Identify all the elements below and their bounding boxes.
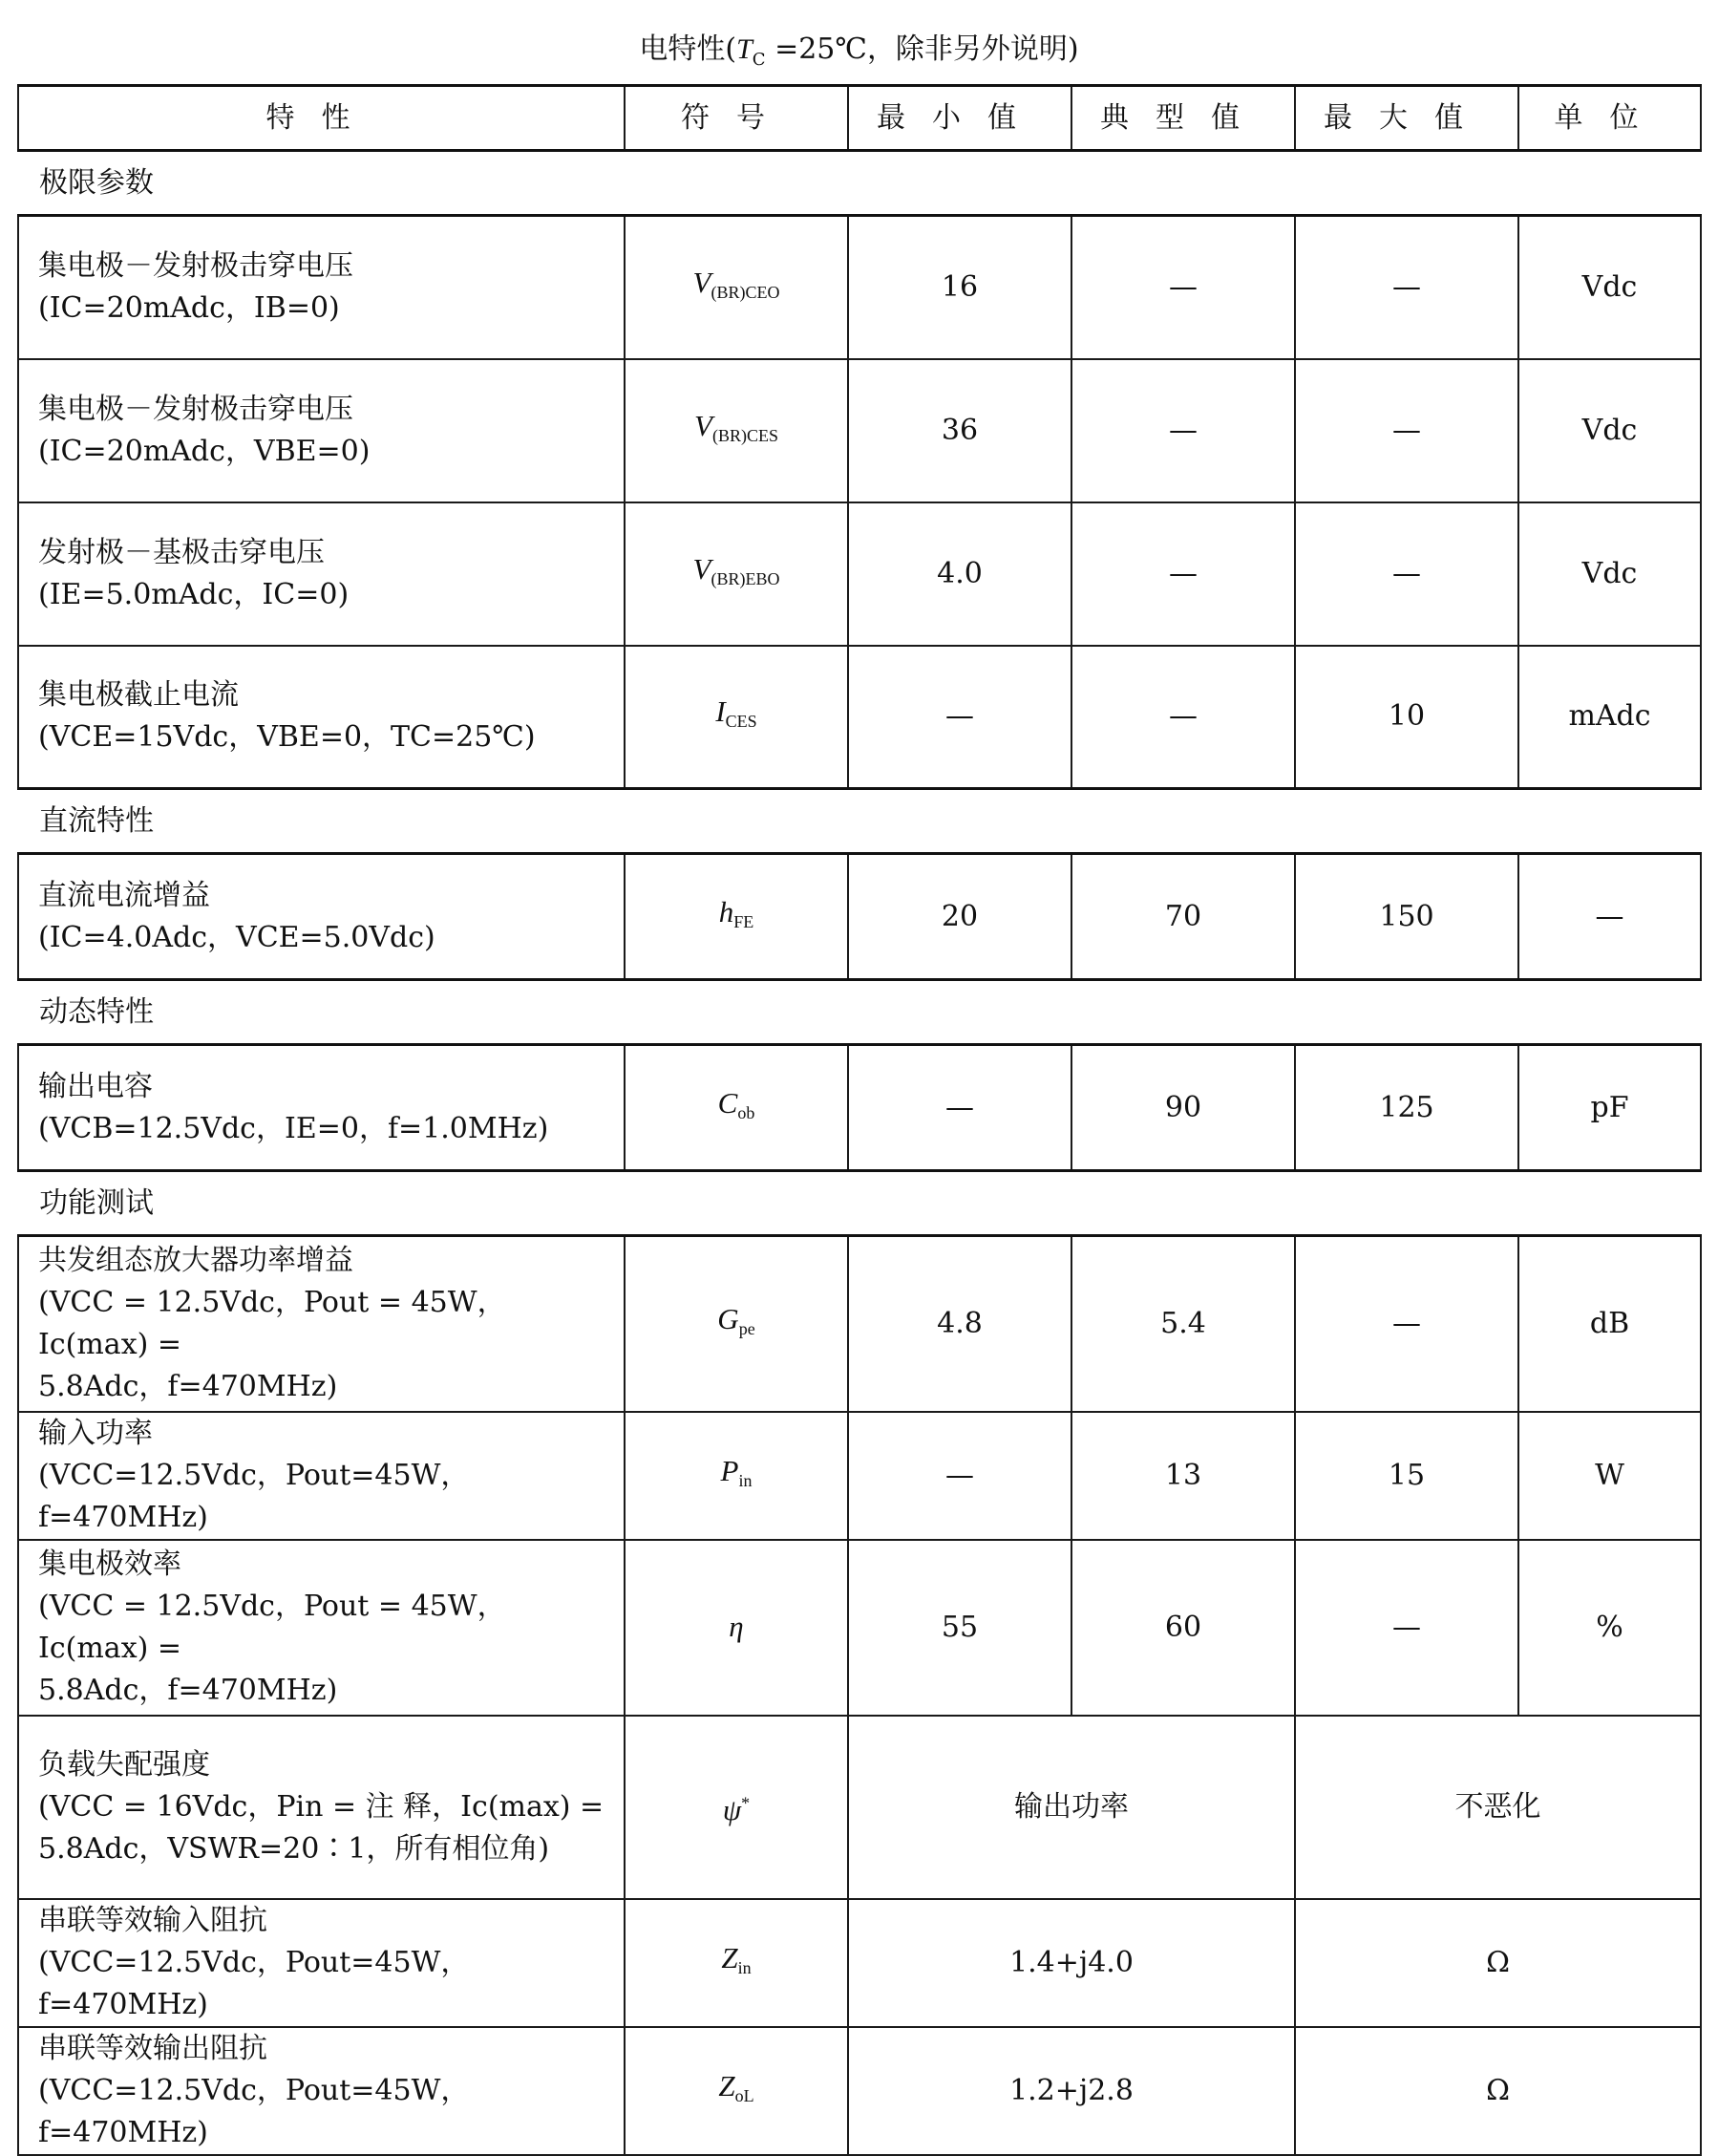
min-value: 16 <box>848 216 1071 359</box>
characteristic-cell <box>18 1716 625 1899</box>
table-row <box>18 1045 1701 1171</box>
max-value: — <box>1295 216 1518 359</box>
table-row <box>18 1716 1701 1899</box>
characteristic-cell <box>18 1899 625 2027</box>
unit-value: Vdc <box>1518 502 1701 646</box>
symbol-cell <box>625 502 848 646</box>
test-condition: (VCC = 12.5Vdc，Pout = 45W，Ic(max) = <box>38 1589 506 1665</box>
characteristic-name: 集电极效率 <box>38 1547 181 1581</box>
symbol-letter: V <box>692 551 711 586</box>
caption-tc-subscript: C <box>752 50 766 70</box>
characteristic-name: 串联等效输入阻抗 <box>38 1903 267 1937</box>
section-title: 功能测试 <box>18 1171 1701 1236</box>
merged-value-right: Ω <box>1295 2027 1701 2155</box>
symbol-cell <box>625 359 848 502</box>
merged-value-left: 1.2+j2.8 <box>848 2027 1295 2155</box>
merged-value-left: 1.4+j4.0 <box>848 1899 1295 2027</box>
symbol-subscript: pe <box>738 1318 755 1338</box>
test-condition: (VCC = 16Vdc，Pin = 注 释，Ic(max) = <box>38 1789 604 1824</box>
characteristic-name: 直流电流增益 <box>38 878 210 912</box>
symbol-letter: V <box>692 265 711 299</box>
symbol-letter: V <box>694 408 712 442</box>
characteristic-cell <box>18 1412 625 1540</box>
characteristic-name: 负载失配强度 <box>38 1747 210 1782</box>
table-row <box>18 2027 1701 2155</box>
min-value: — <box>848 1045 1071 1171</box>
symbol-cell <box>625 1716 848 1899</box>
characteristic-cell <box>18 359 625 502</box>
characteristic-cell <box>18 1236 625 1412</box>
symbol-cell <box>625 1899 848 2027</box>
header-min: 最小值 <box>848 86 1071 151</box>
symbol-letter: P <box>720 1453 739 1487</box>
table-row <box>18 502 1701 646</box>
characteristic-cell <box>18 1540 625 1716</box>
symbol-letter: I <box>715 694 726 729</box>
unit-value: W <box>1518 1412 1701 1540</box>
test-condition-continued: 5.8Adc，f=470MHz) <box>38 1369 338 1403</box>
characteristic-name: 集电极－发射极击穿电压 <box>38 248 353 283</box>
table-row <box>18 359 1701 502</box>
caption-rest: =25℃，除非另外说明) <box>765 32 1079 66</box>
symbol-cell <box>625 1236 848 1412</box>
section-title: 极限参数 <box>18 151 1701 216</box>
table-caption <box>0 29 1718 81</box>
symbol-cell <box>625 2027 848 2155</box>
test-condition: (IC=20mAdc，VBE=0) <box>38 434 371 468</box>
symbol-letter: ψ <box>722 1792 742 1826</box>
test-condition-continued: 5.8Adc，f=470MHz) <box>38 1673 338 1707</box>
characteristic-name: 发射极－基极击穿电压 <box>38 535 325 569</box>
characteristic-name: 输出电容 <box>38 1069 153 1103</box>
header-symbol: 符号 <box>625 86 848 151</box>
characteristic-name: 共发组态放大器功率增益 <box>38 1243 353 1277</box>
table-row <box>18 854 1701 980</box>
test-condition-continued: 5.8Adc，VSWR=20∶1，所有相位角) <box>38 1831 550 1866</box>
test-condition: (VCB=12.5Vdc，IE=0，f=1.0MHz) <box>38 1111 549 1145</box>
characteristic-cell <box>18 502 625 646</box>
header-row <box>18 86 1701 151</box>
min-value: — <box>848 1412 1071 1540</box>
typ-value: — <box>1071 216 1295 359</box>
test-condition: (IC=4.0Adc，VCE=5.0Vdc) <box>38 920 435 954</box>
table-row <box>18 216 1701 359</box>
symbol-subscript: in <box>737 1957 752 1977</box>
typ-value: 90 <box>1071 1045 1295 1171</box>
table-row <box>18 1412 1701 1540</box>
header-unit: 单位 <box>1518 86 1701 151</box>
merged-value-right: Ω <box>1295 1899 1701 2027</box>
header-max: 最大值 <box>1295 86 1518 151</box>
max-value: 125 <box>1295 1045 1518 1171</box>
min-value: 4.8 <box>848 1236 1071 1412</box>
typ-value: 60 <box>1071 1540 1295 1716</box>
min-value: 36 <box>848 359 1071 502</box>
test-condition: (VCC=12.5Vdc，Pout=45W，f=470MHz) <box>38 1945 470 2021</box>
min-value: 20 <box>848 854 1071 980</box>
symbol-subscript: oL <box>734 2085 754 2105</box>
section-row <box>18 1171 1701 1236</box>
symbol-subscript: FE <box>733 911 754 931</box>
max-value: — <box>1295 359 1518 502</box>
max-value: 150 <box>1295 854 1518 980</box>
section-row <box>18 980 1701 1045</box>
typ-value: 13 <box>1071 1412 1295 1540</box>
typ-value: — <box>1071 646 1295 789</box>
characteristic-cell <box>18 646 625 789</box>
characteristic-name: 输入功率 <box>38 1416 153 1450</box>
symbol-letter: C <box>717 1085 738 1120</box>
min-value: — <box>848 646 1071 789</box>
symbol-cell <box>625 1412 848 1540</box>
unit-value: dB <box>1518 1236 1701 1412</box>
header-characteristic: 特性 <box>18 86 625 151</box>
max-value: 15 <box>1295 1412 1518 1540</box>
symbol-letter: Z <box>721 1940 738 1975</box>
symbol-cell <box>625 646 848 789</box>
typ-value: 5.4 <box>1071 1236 1295 1412</box>
header-typ: 典型值 <box>1071 86 1295 151</box>
section-title: 动态特性 <box>18 980 1701 1045</box>
symbol-subscript: CES <box>725 712 757 732</box>
section-row <box>18 151 1701 216</box>
characteristic-name: 集电极截止电流 <box>38 678 239 713</box>
symbol-subscript: (BR)CEO <box>711 282 780 302</box>
symbol-superscript: * <box>741 1793 751 1813</box>
test-condition: (IC=20mAdc，IB=0) <box>38 290 340 325</box>
symbol-cell <box>625 216 848 359</box>
typ-value: — <box>1071 359 1295 502</box>
unit-value: % <box>1518 1540 1701 1716</box>
table-row <box>18 1540 1701 1716</box>
symbol-cell <box>625 854 848 980</box>
test-condition: (VCC=12.5Vdc，Pout=45W，f=470MHz) <box>38 1458 470 1534</box>
typ-value: — <box>1071 502 1295 646</box>
max-value: — <box>1295 1236 1518 1412</box>
table-row <box>18 646 1701 789</box>
unit-value: pF <box>1518 1045 1701 1171</box>
unit-value: Vdc <box>1518 359 1701 502</box>
symbol-subscript: (BR)CES <box>711 425 778 445</box>
test-condition: (VCC = 12.5Vdc，Pout = 45W，Ic(max) = <box>38 1285 506 1361</box>
characteristic-cell <box>18 854 625 980</box>
section-row <box>18 789 1701 854</box>
typ-value: 70 <box>1071 854 1295 980</box>
characteristic-name: 集电极－发射极击穿电压 <box>38 392 353 426</box>
unit-value: — <box>1518 854 1701 980</box>
table-row <box>18 1899 1701 2027</box>
min-value: 4.0 <box>848 502 1071 646</box>
max-value: — <box>1295 502 1518 646</box>
symbol-letter: Z <box>718 2068 735 2103</box>
unit-value: mAdc <box>1518 646 1701 789</box>
characteristic-cell <box>18 2027 625 2155</box>
symbol-subscript: in <box>738 1470 753 1490</box>
electrical-characteristics-table <box>17 84 1702 2156</box>
max-value: 10 <box>1295 646 1518 789</box>
caption-tc-symbol: T <box>736 33 753 65</box>
merged-value-left: 输出功率 <box>848 1716 1295 1899</box>
caption-prefix: 电特性( <box>639 32 737 66</box>
test-condition: (IE=5.0mAdc，IC=0) <box>38 577 350 611</box>
test-condition: (VCE=15Vdc，VBE=0，TC=25℃) <box>38 720 536 755</box>
merged-value-right: 不恶化 <box>1295 1716 1701 1899</box>
symbol-letter: h <box>718 894 734 929</box>
characteristic-cell <box>18 216 625 359</box>
unit-value: Vdc <box>1518 216 1701 359</box>
symbol-letter: η <box>729 1610 744 1643</box>
section-title: 直流特性 <box>18 789 1701 854</box>
min-value: 55 <box>848 1540 1071 1716</box>
symbol-subscript: ob <box>737 1102 755 1122</box>
test-condition: (VCC=12.5Vdc，Pout=45W，f=470MHz) <box>38 2073 470 2149</box>
symbol-cell <box>625 1045 848 1171</box>
symbol-letter: G <box>717 1301 739 1335</box>
symbol-cell <box>625 1540 848 1716</box>
characteristic-cell <box>18 1045 625 1171</box>
table-row <box>18 1236 1701 1412</box>
symbol-subscript: (BR)EBO <box>711 568 780 588</box>
max-value: — <box>1295 1540 1518 1716</box>
characteristic-name: 串联等效输出阻抗 <box>38 2031 267 2065</box>
